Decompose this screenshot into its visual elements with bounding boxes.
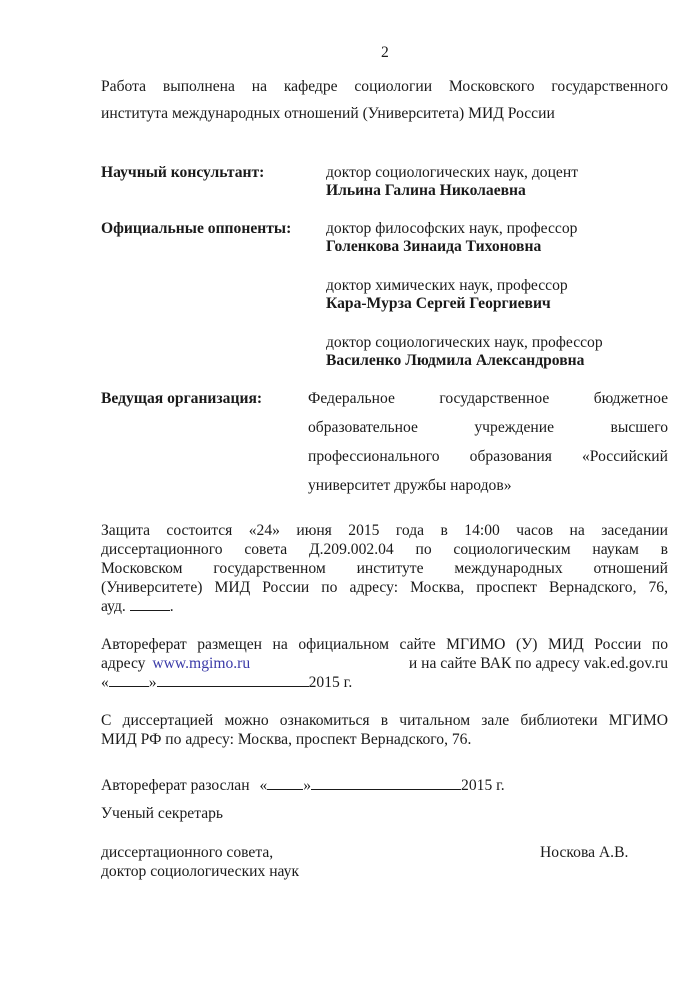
sent-day-blank [267,776,303,790]
opponent-2-title: доктор химических наук, профессор [326,277,568,294]
opponent-3-title: доктор социологических наук, профессор [326,334,603,351]
page-number: 2 [381,44,389,61]
month-blank [157,673,309,687]
lead-org-line-3: профессионального образования «Российский [308,448,668,465]
lead-org-line-1: Федеральное государственное бюджетное [308,390,668,407]
date-open-quote: « [101,674,109,691]
abstract-placed-rest: и на сайте ВАК по адресу vak.ed.gov.ru [408,655,668,672]
defense-room-prefix: ауд. [101,598,126,615]
opponents-label: Официальные оппоненты: [101,220,292,237]
intro-line-2: института международных отношений (Университета) МИД России [101,105,555,122]
day-blank [109,673,149,687]
opponent-2-name: Кара-Мурза Сергей Георгиевич [326,295,551,312]
abstract-placed-year: 2015 г. [308,674,353,691]
defense-line-4: (Университете) МИД России по адресу: Москва, проспект Вернадского, 76, [101,579,668,596]
defense-room-suffix: . [169,598,174,615]
abstract-placed-line-2 [101,654,668,673]
secretary-line-3: доктор социологических наук [101,863,300,880]
library-line-1: С диссертацией можно ознакомиться в читальном зале библиотеки МГИМО [101,712,668,729]
secretary-line-1: Ученый секретарь [101,805,224,822]
defense-line-5 [101,597,174,616]
sent-line [101,776,505,795]
defense-line-1: Защита состоится «24» июня 2015 года в 14:00 часов на заседании [101,522,668,539]
lead-org-line-2: образовательное учреждение высшего [308,419,668,436]
opponent-1-title: доктор философских наук, профессор [326,220,578,237]
intro-line-1: Работа выполнена на кафедре социологии Московского государственного [101,78,668,95]
room-blank [130,597,170,611]
consultant-label: Научный консультант: [101,164,265,181]
defense-line-3: Московском государственном институте международных отношений [101,560,668,577]
sent-open-quote: « [259,777,268,794]
opponent-1-name: Голенкова Зинаида Тихоновна [326,238,542,255]
abstract-placed-prefix: адресу [101,655,146,672]
sent-prefix: Автореферат разослан [101,777,250,794]
consultant-name: Ильина Галина Николаевна [326,182,526,199]
lead-org-line-4: университет дружбы народов» [308,477,512,494]
lead-org-label: Ведущая организация: [101,390,263,407]
opponent-3-name: Василенко Людмила Александровна [326,352,585,369]
secretary-name: Носкова А.В. [540,844,629,861]
sent-close-quote: » [303,777,312,794]
sent-month-blank [311,776,461,790]
consultant-title: доктор социологических наук, доцент [326,164,579,181]
secretary-line-2: диссертационного совета, [101,844,274,861]
abstract-placed-line-1: Автореферат размещен на официальном сайте МГИМО (У) МИД России по [101,636,668,653]
defense-line-2: диссертационного совета Д.209.002.04 по социологическим наукам в [101,541,668,558]
abstract-placed-line-3 [101,673,352,692]
date-close-quote: » [148,674,157,691]
library-line-2: МИД РФ по адресу: Москва, проспект Вернадского, 76. [101,731,472,748]
mgimo-link[interactable]: www.mgimo.ru [152,655,251,672]
sent-year: 2015 г. [461,777,505,794]
